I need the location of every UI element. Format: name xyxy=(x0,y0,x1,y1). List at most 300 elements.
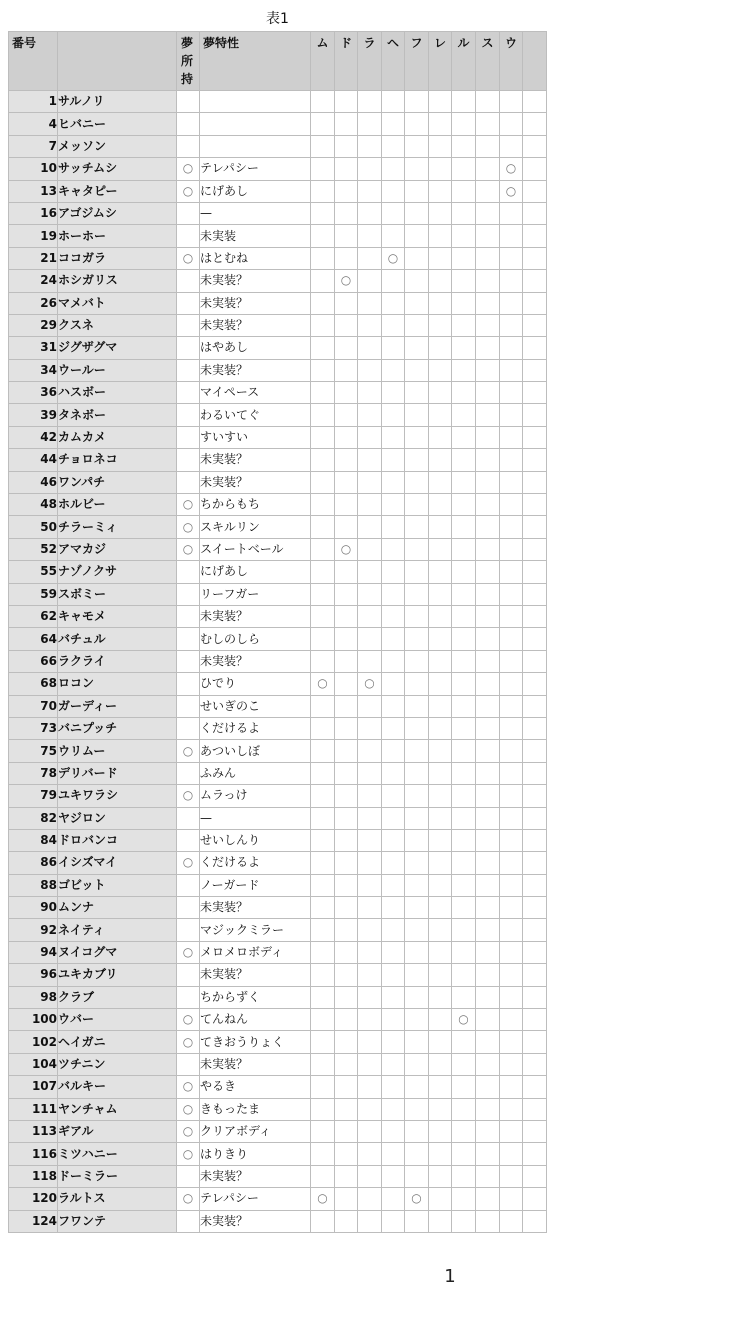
cell-type-mark xyxy=(429,807,452,829)
cell-number: 118 xyxy=(9,1165,58,1187)
table-row xyxy=(9,113,547,135)
cell-dream-has xyxy=(177,113,200,135)
cell-type-mark xyxy=(476,717,500,739)
cell-name: ギアル xyxy=(58,1120,177,1142)
cell-type-mark xyxy=(452,292,476,314)
cell-type-mark xyxy=(382,113,405,135)
cell-dream-ability: テレパシー xyxy=(200,1188,311,1210)
cell-type-mark xyxy=(382,135,405,157)
cell-type-mark xyxy=(523,1143,547,1165)
table-row xyxy=(9,986,547,1008)
header-dream-has: 夢所持 xyxy=(177,32,200,91)
cell-type-mark xyxy=(476,1210,500,1232)
table-row xyxy=(9,628,547,650)
cell-number: 73 xyxy=(9,717,58,739)
cell-name: ラルトス xyxy=(58,1188,177,1210)
cell-type-mark xyxy=(523,785,547,807)
cell-type-mark xyxy=(500,337,523,359)
cell-type-mark xyxy=(523,270,547,292)
cell-type-mark xyxy=(405,807,429,829)
cell-dream-ability: すいすい xyxy=(200,426,311,448)
cell-name: デリバード xyxy=(58,762,177,784)
cell-type-mark xyxy=(382,605,405,627)
cell-dream-has xyxy=(177,874,200,896)
cell-type-mark xyxy=(523,583,547,605)
cell-type-mark xyxy=(335,740,358,762)
cell-type-mark xyxy=(500,91,523,113)
cell-dream-has: ○ xyxy=(177,180,200,202)
cell-dream-ability: 未実装？ xyxy=(200,270,311,292)
table-row xyxy=(9,359,547,381)
cell-number: 113 xyxy=(9,1120,58,1142)
cell-type-mark xyxy=(335,516,358,538)
cell-type-mark xyxy=(382,695,405,717)
cell-type-mark xyxy=(476,673,500,695)
cell-type-mark xyxy=(429,964,452,986)
cell-type-mark xyxy=(335,1009,358,1031)
header-type: フ xyxy=(405,32,429,91)
cell-type-mark xyxy=(523,673,547,695)
cell-type-mark xyxy=(382,941,405,963)
cell-name: イシズマイ xyxy=(58,852,177,874)
cell-type-mark xyxy=(335,91,358,113)
cell-type-mark xyxy=(311,583,335,605)
cell-name: チョロネコ xyxy=(58,449,177,471)
cell-type-mark xyxy=(452,471,476,493)
cell-type-mark xyxy=(500,1120,523,1142)
cell-type-mark xyxy=(452,650,476,672)
cell-type-mark xyxy=(500,673,523,695)
cell-type-mark xyxy=(452,270,476,292)
cell-type-mark xyxy=(429,1210,452,1232)
cell-type-mark xyxy=(500,874,523,896)
cell-type-mark xyxy=(500,1210,523,1232)
cell-number: 66 xyxy=(9,650,58,672)
header-type: ヘ xyxy=(382,32,405,91)
cell-type-mark xyxy=(500,113,523,135)
cell-name: ロコン xyxy=(58,673,177,695)
cell-dream-has xyxy=(177,628,200,650)
cell-type-mark xyxy=(382,874,405,896)
cell-type-mark xyxy=(335,1120,358,1142)
cell-type-mark xyxy=(405,91,429,113)
cell-number: 116 xyxy=(9,1143,58,1165)
header-number: 番号 xyxy=(9,32,58,91)
cell-name: カムカメ xyxy=(58,426,177,448)
cell-type-mark xyxy=(523,471,547,493)
cell-type-mark xyxy=(382,919,405,941)
cell-type-mark xyxy=(335,382,358,404)
cell-type-mark xyxy=(311,494,335,516)
cell-dream-ability: くだけるよ xyxy=(200,717,311,739)
cell-dream-has: ○ xyxy=(177,158,200,180)
cell-type-mark xyxy=(335,314,358,336)
cell-type-mark xyxy=(429,1120,452,1142)
cell-type-mark xyxy=(335,650,358,672)
cell-dream-has xyxy=(177,1165,200,1187)
table-row xyxy=(9,1188,547,1210)
cell-type-mark xyxy=(335,202,358,224)
cell-type-mark xyxy=(523,1076,547,1098)
cell-dream-ability: 未実装？ xyxy=(200,292,311,314)
cell-type-mark xyxy=(311,202,335,224)
cell-type-mark xyxy=(382,1009,405,1031)
cell-name: ホルビー xyxy=(58,494,177,516)
cell-type-mark xyxy=(358,91,382,113)
cell-type-mark xyxy=(311,270,335,292)
table-row xyxy=(9,740,547,762)
cell-type-mark xyxy=(358,785,382,807)
cell-type-mark xyxy=(382,964,405,986)
cell-type-mark xyxy=(405,538,429,560)
cell-dream-ability: せいぎのこ xyxy=(200,695,311,717)
cell-dream-has xyxy=(177,717,200,739)
table-row xyxy=(9,494,547,516)
cell-type-mark xyxy=(358,986,382,1008)
table-row xyxy=(9,583,547,605)
cell-type-mark xyxy=(476,180,500,202)
cell-name: ガーディー xyxy=(58,695,177,717)
cell-type-mark xyxy=(476,247,500,269)
cell-type-mark xyxy=(500,1076,523,1098)
cell-type-mark xyxy=(429,225,452,247)
cell-type-mark xyxy=(523,449,547,471)
table-row xyxy=(9,538,547,560)
header-type xyxy=(523,32,547,91)
cell-dream-has: ○ xyxy=(177,494,200,516)
cell-type-mark xyxy=(476,113,500,135)
cell-dream-has: ○ xyxy=(177,785,200,807)
cell-type-mark xyxy=(311,538,335,560)
cell-number: 82 xyxy=(9,807,58,829)
header-type: ム xyxy=(311,32,335,91)
cell-type-mark xyxy=(429,852,452,874)
cell-type-mark xyxy=(311,852,335,874)
cell-type-mark xyxy=(500,270,523,292)
cell-type-mark xyxy=(311,471,335,493)
cell-dream-has xyxy=(177,314,200,336)
cell-type-mark xyxy=(335,1098,358,1120)
cell-type-mark xyxy=(358,404,382,426)
cell-type-mark xyxy=(452,628,476,650)
cell-name: キャモメ xyxy=(58,605,177,627)
cell-dream-has: ○ xyxy=(177,1098,200,1120)
cell-type-mark xyxy=(523,1120,547,1142)
cell-type-mark xyxy=(429,605,452,627)
cell-type-mark xyxy=(405,919,429,941)
cell-type-mark xyxy=(311,314,335,336)
cell-type-mark xyxy=(335,874,358,896)
cell-type-mark xyxy=(382,516,405,538)
cell-type-mark xyxy=(452,1120,476,1142)
cell-type-mark xyxy=(452,180,476,202)
cell-type-mark xyxy=(452,538,476,560)
cell-type-mark xyxy=(523,225,547,247)
cell-type-mark xyxy=(500,404,523,426)
cell-type-mark xyxy=(382,538,405,560)
cell-type-mark xyxy=(335,717,358,739)
cell-type-mark xyxy=(452,225,476,247)
cell-type-mark: ○ xyxy=(500,158,523,180)
table-row xyxy=(9,270,547,292)
cell-dream-ability: メロメロボディ xyxy=(200,941,311,963)
cell-name: ヤンチャム xyxy=(58,1098,177,1120)
cell-type-mark xyxy=(382,337,405,359)
cell-type-mark xyxy=(335,135,358,157)
cell-type-mark xyxy=(335,1076,358,1098)
cell-type-mark xyxy=(476,337,500,359)
cell-type-mark xyxy=(382,785,405,807)
cell-dream-ability: はとむね xyxy=(200,247,311,269)
cell-type-mark xyxy=(429,695,452,717)
cell-type-mark xyxy=(382,740,405,762)
cell-number: 78 xyxy=(9,762,58,784)
cell-type-mark xyxy=(405,762,429,784)
cell-type-mark xyxy=(523,158,547,180)
cell-type-mark xyxy=(311,740,335,762)
cell-number: 13 xyxy=(9,180,58,202)
cell-type-mark xyxy=(358,292,382,314)
cell-type-mark xyxy=(476,785,500,807)
cell-type-mark xyxy=(452,158,476,180)
cell-type-mark xyxy=(358,202,382,224)
cell-type-mark xyxy=(429,449,452,471)
table-row xyxy=(9,941,547,963)
cell-type-mark xyxy=(335,829,358,851)
cell-dream-ability: にげあし xyxy=(200,180,311,202)
table-row xyxy=(9,1098,547,1120)
cell-type-mark xyxy=(382,829,405,851)
cell-type-mark xyxy=(476,1188,500,1210)
cell-type-mark xyxy=(429,337,452,359)
cell-type-mark xyxy=(405,158,429,180)
cell-type-mark xyxy=(476,314,500,336)
cell-type-mark xyxy=(335,673,358,695)
table-row xyxy=(9,829,547,851)
cell-dream-ability xyxy=(200,135,311,157)
cell-type-mark xyxy=(311,292,335,314)
cell-type-mark xyxy=(429,471,452,493)
cell-type-mark xyxy=(476,1009,500,1031)
cell-type-mark xyxy=(452,516,476,538)
page-number: 1 xyxy=(444,1266,456,1287)
cell-dream-ability: 未実装？ xyxy=(200,359,311,381)
cell-type-mark xyxy=(311,1098,335,1120)
cell-type-mark xyxy=(405,695,429,717)
cell-type-mark xyxy=(405,292,429,314)
table-row xyxy=(9,91,547,113)
cell-type-mark xyxy=(382,1120,405,1142)
cell-type-mark xyxy=(452,1031,476,1053)
cell-number: 62 xyxy=(9,605,58,627)
cell-type-mark xyxy=(405,516,429,538)
cell-type-mark xyxy=(500,717,523,739)
cell-name: ワンパチ xyxy=(58,471,177,493)
cell-type-mark xyxy=(405,1076,429,1098)
cell-type-mark xyxy=(335,426,358,448)
cell-type-mark xyxy=(358,359,382,381)
cell-type-mark xyxy=(311,1210,335,1232)
cell-number: 102 xyxy=(9,1031,58,1053)
table-row xyxy=(9,180,547,202)
cell-number: 46 xyxy=(9,471,58,493)
cell-type-mark xyxy=(311,135,335,157)
cell-type-mark xyxy=(429,1053,452,1075)
cell-type-mark xyxy=(311,158,335,180)
cell-type-mark xyxy=(429,941,452,963)
cell-type-mark xyxy=(382,852,405,874)
table-row xyxy=(9,135,547,157)
cell-dream-has: ○ xyxy=(177,852,200,874)
cell-dream-ability: 未実装？ xyxy=(200,471,311,493)
cell-type-mark xyxy=(500,695,523,717)
cell-type-mark xyxy=(311,426,335,448)
cell-type-mark xyxy=(523,113,547,135)
cell-dream-ability: 未実装？ xyxy=(200,1165,311,1187)
sheet-title: 表1 xyxy=(266,11,289,27)
cell-type-mark xyxy=(523,807,547,829)
cell-type-mark xyxy=(405,605,429,627)
cell-type-mark xyxy=(358,247,382,269)
cell-type-mark xyxy=(405,740,429,762)
cell-type-mark xyxy=(429,717,452,739)
cell-type-mark xyxy=(335,561,358,583)
table-row xyxy=(9,561,547,583)
cell-dream-has xyxy=(177,426,200,448)
cell-type-mark xyxy=(500,449,523,471)
cell-type-mark xyxy=(358,225,382,247)
cell-type-mark xyxy=(358,807,382,829)
cell-number: 7 xyxy=(9,135,58,157)
cell-dream-has xyxy=(177,964,200,986)
cell-type-mark xyxy=(335,471,358,493)
table-row xyxy=(9,1120,547,1142)
cell-type-mark xyxy=(476,292,500,314)
cell-type-mark xyxy=(335,359,358,381)
cell-dream-has xyxy=(177,359,200,381)
cell-type-mark xyxy=(405,583,429,605)
cell-type-mark xyxy=(405,1053,429,1075)
cell-dream-ability: 未実装？ xyxy=(200,314,311,336)
cell-name: ユキカブリ xyxy=(58,964,177,986)
cell-type-mark xyxy=(311,605,335,627)
cell-type-mark xyxy=(523,337,547,359)
cell-type-mark xyxy=(429,180,452,202)
cell-dream-has xyxy=(177,270,200,292)
cell-type-mark xyxy=(452,202,476,224)
table-row xyxy=(9,673,547,695)
cell-type-mark xyxy=(382,180,405,202)
cell-dream-ability: リーフガー xyxy=(200,583,311,605)
cell-number: 50 xyxy=(9,516,58,538)
header-type: ラ xyxy=(358,32,382,91)
cell-dream-ability: てきおうりょく xyxy=(200,1031,311,1053)
cell-type-mark xyxy=(476,941,500,963)
cell-dream-has xyxy=(177,202,200,224)
cell-type-mark xyxy=(358,561,382,583)
cell-type-mark xyxy=(523,695,547,717)
cell-number: 52 xyxy=(9,538,58,560)
cell-type-mark xyxy=(311,180,335,202)
cell-type-mark xyxy=(311,1076,335,1098)
cell-type-mark xyxy=(476,516,500,538)
cell-type-mark xyxy=(523,762,547,784)
cell-type-mark xyxy=(405,404,429,426)
table-row xyxy=(9,426,547,448)
table-row xyxy=(9,292,547,314)
cell-type-mark xyxy=(358,426,382,448)
cell-type-mark xyxy=(452,897,476,919)
cell-number: 96 xyxy=(9,964,58,986)
cell-type-mark xyxy=(452,449,476,471)
cell-type-mark xyxy=(500,1188,523,1210)
cell-type-mark xyxy=(335,919,358,941)
cell-type-mark xyxy=(476,449,500,471)
table-row xyxy=(9,225,547,247)
cell-type-mark xyxy=(476,1053,500,1075)
cell-dream-has xyxy=(177,91,200,113)
cell-type-mark xyxy=(500,426,523,448)
cell-dream-has xyxy=(177,807,200,829)
cell-type-mark xyxy=(452,135,476,157)
cell-type-mark xyxy=(358,964,382,986)
cell-name: タネボー xyxy=(58,404,177,426)
cell-name: バルキー xyxy=(58,1076,177,1098)
cell-type-mark xyxy=(311,1165,335,1187)
cell-type-mark xyxy=(382,471,405,493)
table-row xyxy=(9,202,547,224)
cell-type-mark xyxy=(429,135,452,157)
table-row xyxy=(9,1053,547,1075)
cell-type-mark xyxy=(476,986,500,1008)
cell-dream-ability: きもったま xyxy=(200,1098,311,1120)
cell-dream-has: ○ xyxy=(177,1143,200,1165)
cell-type-mark xyxy=(311,1031,335,1053)
cell-type-mark xyxy=(523,941,547,963)
cell-type-mark xyxy=(500,247,523,269)
cell-name: ウリムー xyxy=(58,740,177,762)
cell-type-mark xyxy=(452,740,476,762)
cell-name: サルノリ xyxy=(58,91,177,113)
cell-type-mark: ○ xyxy=(382,247,405,269)
cell-type-mark xyxy=(405,135,429,157)
cell-type-mark xyxy=(358,516,382,538)
cell-type-mark xyxy=(429,314,452,336)
cell-name: アゴジムシ xyxy=(58,202,177,224)
cell-type-mark xyxy=(523,91,547,113)
cell-type-mark xyxy=(382,359,405,381)
cell-dream-ability: ふみん xyxy=(200,762,311,784)
cell-type-mark xyxy=(476,1143,500,1165)
cell-name: ヘイガニ xyxy=(58,1031,177,1053)
cell-name: ジグザグマ xyxy=(58,337,177,359)
cell-dream-ability: むしのしら xyxy=(200,628,311,650)
cell-type-mark xyxy=(429,247,452,269)
table-row xyxy=(9,852,547,874)
cell-number: 68 xyxy=(9,673,58,695)
cell-number: 42 xyxy=(9,426,58,448)
cell-type-mark xyxy=(405,471,429,493)
cell-type-mark xyxy=(476,740,500,762)
cell-type-mark xyxy=(335,404,358,426)
cell-type-mark xyxy=(476,494,500,516)
cell-dream-has xyxy=(177,225,200,247)
cell-type-mark xyxy=(405,359,429,381)
cell-type-mark xyxy=(452,91,476,113)
cell-dream-has: ○ xyxy=(177,1009,200,1031)
cell-number: 111 xyxy=(9,1098,58,1120)
cell-type-mark xyxy=(382,158,405,180)
